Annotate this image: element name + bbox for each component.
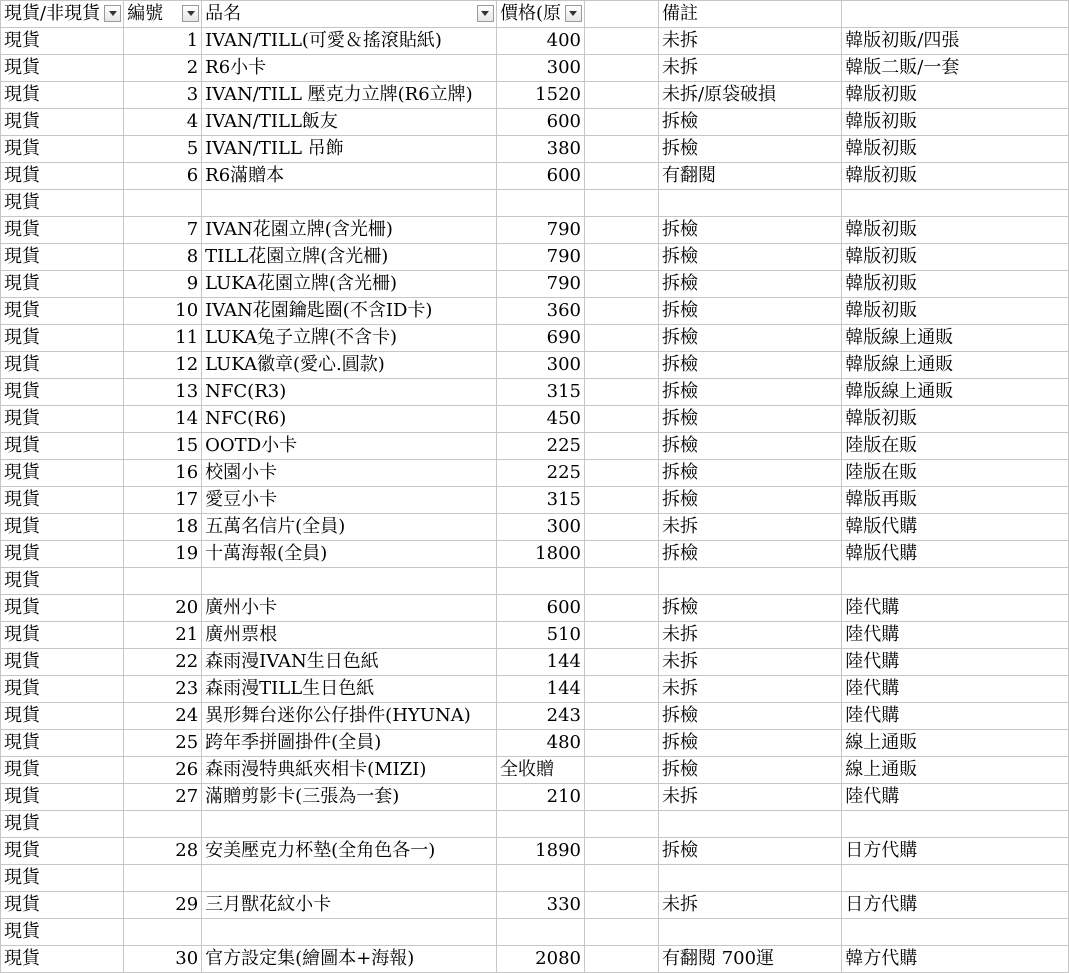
cell-number[interactable]: 9 (124, 271, 202, 298)
cell-edition[interactable]: 陸版在販 (842, 460, 1069, 487)
cell-edition[interactable]: 日方代購 (842, 838, 1069, 865)
table-row (1, 109, 1069, 136)
cell-blank[interactable] (584, 433, 658, 460)
cell-price[interactable] (496, 865, 584, 892)
cell-remark[interactable]: 未拆 (658, 622, 841, 649)
header-label-item-name: 品名 (205, 3, 242, 24)
cell-edition[interactable]: 韓版代購 (842, 541, 1069, 568)
table-row (1, 163, 1069, 190)
filter-dropdown-icon[interactable] (104, 5, 121, 22)
cell-status[interactable]: 現貨 (1, 784, 124, 811)
cell-number[interactable]: 5 (124, 136, 202, 163)
cell-edition[interactable]: 韓版初販 (842, 109, 1069, 136)
table-row (1, 379, 1069, 406)
cell-item-name[interactable]: 滿贈剪影卡(三張為一套) (202, 784, 497, 811)
cell-status[interactable]: 現貨 (1, 730, 124, 757)
cell-blank[interactable] (584, 271, 658, 298)
cell-edition[interactable]: 韓版再販 (842, 487, 1069, 514)
table-row (1, 865, 1069, 892)
cell-blank[interactable] (584, 649, 658, 676)
cell-status[interactable]: 現貨 (1, 541, 124, 568)
cell-blank[interactable] (584, 811, 658, 838)
cell-price[interactable]: 144 (496, 649, 584, 676)
cell-edition[interactable]: 韓版二販/一套 (842, 55, 1069, 82)
cell-number[interactable]: 21 (124, 622, 202, 649)
header-label-price: 價格(原 (499, 3, 561, 24)
cell-number[interactable]: 4 (124, 109, 202, 136)
cell-remark[interactable]: 未拆/原袋破損 (658, 82, 841, 109)
cell-price[interactable]: 790 (496, 271, 584, 298)
cell-price[interactable]: 225 (496, 460, 584, 487)
cell-remark[interactable]: 拆檢 (658, 703, 841, 730)
cell-item-name[interactable]: 跨年季拼圖掛件(全員) (202, 730, 497, 757)
cell-edition[interactable] (842, 811, 1069, 838)
cell-price[interactable]: 510 (496, 622, 584, 649)
cell-number[interactable] (124, 811, 202, 838)
cell-blank[interactable] (584, 541, 658, 568)
cell-edition[interactable]: 陸代購 (842, 649, 1069, 676)
cell-number[interactable] (124, 568, 202, 595)
cell-blank[interactable] (584, 595, 658, 622)
table-row (1, 649, 1069, 676)
cell-blank[interactable] (584, 865, 658, 892)
table-row (1, 784, 1069, 811)
header-cell-remark[interactable] (658, 1, 841, 28)
table-row (1, 55, 1069, 82)
cell-remark[interactable]: 拆檢 (658, 271, 841, 298)
cell-price[interactable]: 225 (496, 433, 584, 460)
table-row (1, 406, 1069, 433)
cell-edition[interactable]: 日方代購 (842, 892, 1069, 919)
cell-status[interactable]: 現貨 (1, 271, 124, 298)
cell-remark[interactable]: 未拆 (658, 649, 841, 676)
cell-status[interactable]: 現貨 (1, 946, 124, 973)
cell-number[interactable]: 12 (124, 352, 202, 379)
cell-edition[interactable]: 韓版線上通販 (842, 325, 1069, 352)
cell-item-name[interactable] (202, 568, 497, 595)
header-cell-number[interactable] (124, 1, 202, 28)
cell-blank[interactable] (584, 784, 658, 811)
cell-price[interactable]: 790 (496, 217, 584, 244)
cell-status[interactable]: 現貨 (1, 568, 124, 595)
cell-edition[interactable]: 韓版初販 (842, 217, 1069, 244)
cell-number[interactable]: 7 (124, 217, 202, 244)
cell-status[interactable]: 現貨 (1, 82, 124, 109)
cell-blank[interactable] (584, 82, 658, 109)
cell-item-name[interactable]: IVAN花園鑰匙圈(不含ID卡) (202, 298, 497, 325)
table-row (1, 136, 1069, 163)
cell-status[interactable]: 現貨 (1, 217, 124, 244)
cell-blank[interactable] (584, 946, 658, 973)
cell-price[interactable]: 300 (496, 55, 584, 82)
cell-price[interactable] (496, 919, 584, 946)
cell-item-name[interactable]: 異形舞台迷你公仔掛件(HYUNA) (202, 703, 497, 730)
cell-number[interactable]: 27 (124, 784, 202, 811)
cell-remark[interactable]: 未拆 (658, 514, 841, 541)
cell-remark[interactable] (658, 811, 841, 838)
cell-item-name[interactable]: 校園小卡 (202, 460, 497, 487)
cell-blank[interactable] (584, 919, 658, 946)
cell-status[interactable]: 現貨 (1, 595, 124, 622)
cell-status[interactable]: 現貨 (1, 649, 124, 676)
cell-item-name[interactable]: IVAN花園立牌(含光柵) (202, 217, 497, 244)
cell-edition[interactable]: 韓版初販 (842, 271, 1069, 298)
cell-edition[interactable]: 陸代購 (842, 595, 1069, 622)
cell-item-name[interactable]: 三月獸花紋小卡 (202, 892, 497, 919)
cell-status[interactable]: 現貨 (1, 406, 124, 433)
cell-blank[interactable] (584, 892, 658, 919)
cell-number[interactable] (124, 865, 202, 892)
cell-blank[interactable] (584, 757, 658, 784)
filter-dropdown-icon[interactable] (565, 5, 582, 22)
cell-remark[interactable]: 拆檢 (658, 244, 841, 271)
cell-remark[interactable]: 拆檢 (658, 487, 841, 514)
cell-remark[interactable]: 拆檢 (658, 298, 841, 325)
cell-number[interactable]: 18 (124, 514, 202, 541)
cell-item-name[interactable]: 森雨漫TILL生日色紙 (202, 676, 497, 703)
cell-item-name[interactable] (202, 811, 497, 838)
cell-status[interactable]: 現貨 (1, 352, 124, 379)
cell-edition[interactable]: 陸代購 (842, 784, 1069, 811)
header-label-number: 編號 (127, 3, 164, 24)
table-row (1, 433, 1069, 460)
cell-item-name[interactable]: 廣州小卡 (202, 595, 497, 622)
cell-number[interactable]: 8 (124, 244, 202, 271)
table-row (1, 298, 1069, 325)
cell-blank[interactable] (584, 163, 658, 190)
table-row (1, 568, 1069, 595)
cell-remark[interactable]: 拆檢 (658, 406, 841, 433)
cell-price[interactable]: 1890 (496, 838, 584, 865)
header-cell-status[interactable] (1, 1, 124, 28)
cell-remark[interactable]: 有翻閱 (658, 163, 841, 190)
cell-item-name[interactable]: 十萬海報(全員) (202, 541, 497, 568)
cell-remark[interactable]: 有翻閱 700運 (658, 946, 841, 973)
cell-edition[interactable]: 韓版初販 (842, 406, 1069, 433)
cell-blank[interactable] (584, 379, 658, 406)
cell-remark[interactable]: 拆檢 (658, 325, 841, 352)
cell-item-name[interactable]: IVAN/TILL 吊飾 (202, 136, 497, 163)
cell-price[interactable]: 144 (496, 676, 584, 703)
cell-edition[interactable]: 韓版初販 (842, 82, 1069, 109)
cell-edition[interactable]: 韓版初販 (842, 136, 1069, 163)
cell-blank[interactable] (584, 514, 658, 541)
cell-remark[interactable]: 拆檢 (658, 460, 841, 487)
cell-price[interactable]: 210 (496, 784, 584, 811)
cell-status[interactable]: 現貨 (1, 622, 124, 649)
cell-edition[interactable]: 韓版初販 (842, 163, 1069, 190)
cell-item-name[interactable]: IVAN/TILL(可愛＆搖滾貼紙) (202, 28, 497, 55)
cell-blank[interactable] (584, 730, 658, 757)
cell-blank[interactable] (584, 325, 658, 352)
cell-status[interactable]: 現貨 (1, 757, 124, 784)
cell-price[interactable] (496, 568, 584, 595)
cell-price[interactable]: 480 (496, 730, 584, 757)
cell-number[interactable]: 19 (124, 541, 202, 568)
header-cell-price[interactable] (496, 1, 584, 28)
cell-status[interactable]: 現貨 (1, 460, 124, 487)
cell-remark[interactable]: 拆檢 (658, 838, 841, 865)
table-row (1, 28, 1069, 55)
cell-edition[interactable]: 韓版線上通販 (842, 352, 1069, 379)
cell-remark[interactable]: 未拆 (658, 784, 841, 811)
cell-status[interactable]: 現貨 (1, 487, 124, 514)
cell-remark[interactable]: 拆檢 (658, 757, 841, 784)
cell-blank[interactable] (584, 136, 658, 163)
cell-status[interactable]: 現貨 (1, 298, 124, 325)
cell-price[interactable]: 600 (496, 109, 584, 136)
table-row (1, 352, 1069, 379)
cell-price[interactable] (496, 811, 584, 838)
table-row (1, 676, 1069, 703)
cell-edition[interactable]: 韓版初販 (842, 298, 1069, 325)
cell-number[interactable]: 28 (124, 838, 202, 865)
cell-number[interactable]: 6 (124, 163, 202, 190)
cell-number[interactable]: 26 (124, 757, 202, 784)
table-row (1, 703, 1069, 730)
cell-remark[interactable] (658, 568, 841, 595)
cell-blank[interactable] (584, 838, 658, 865)
cell-item-name[interactable] (202, 865, 497, 892)
cell-item-name[interactable]: 森雨漫IVAN生日色紙 (202, 649, 497, 676)
cell-blank[interactable] (584, 703, 658, 730)
header-row (1, 1, 1069, 28)
cell-edition[interactable]: 韓版初販 (842, 244, 1069, 271)
cell-price[interactable]: 243 (496, 703, 584, 730)
cell-blank[interactable] (584, 244, 658, 271)
cell-number[interactable]: 23 (124, 676, 202, 703)
cell-price[interactable]: 790 (496, 244, 584, 271)
cell-price[interactable]: 380 (496, 136, 584, 163)
cell-edition[interactable]: 韓方代購 (842, 946, 1069, 973)
cell-status[interactable]: 現貨 (1, 514, 124, 541)
table-row (1, 82, 1069, 109)
cell-price[interactable]: 全收贈 (496, 757, 584, 784)
cell-remark[interactable]: 拆檢 (658, 595, 841, 622)
cell-price[interactable]: 330 (496, 892, 584, 919)
cell-status[interactable]: 現貨 (1, 676, 124, 703)
table-row (1, 919, 1069, 946)
table-row (1, 757, 1069, 784)
cell-price[interactable]: 400 (496, 28, 584, 55)
cell-status[interactable]: 現貨 (1, 163, 124, 190)
cell-remark[interactable]: 拆檢 (658, 730, 841, 757)
cell-blank[interactable] (584, 28, 658, 55)
cell-number[interactable]: 25 (124, 730, 202, 757)
cell-edition[interactable]: 線上通販 (842, 757, 1069, 784)
cell-number[interactable]: 2 (124, 55, 202, 82)
cell-status[interactable]: 現貨 (1, 109, 124, 136)
cell-number[interactable]: 16 (124, 460, 202, 487)
cell-number[interactable]: 11 (124, 325, 202, 352)
cell-number[interactable]: 3 (124, 82, 202, 109)
cell-number[interactable]: 20 (124, 595, 202, 622)
cell-price[interactable]: 360 (496, 298, 584, 325)
cell-status[interactable]: 現貨 (1, 433, 124, 460)
filter-dropdown-icon[interactable] (182, 5, 199, 22)
table-row (1, 622, 1069, 649)
cell-item-name[interactable]: NFC(R6) (202, 406, 497, 433)
cell-price[interactable]: 1520 (496, 82, 584, 109)
cell-number[interactable]: 10 (124, 298, 202, 325)
cell-remark[interactable]: 未拆 (658, 55, 841, 82)
table-row (1, 190, 1069, 217)
cell-edition[interactable]: 陸代購 (842, 676, 1069, 703)
cell-price[interactable]: 1800 (496, 541, 584, 568)
cell-remark[interactable]: 拆檢 (658, 541, 841, 568)
table-row (1, 541, 1069, 568)
cell-blank[interactable] (584, 352, 658, 379)
cell-item-name[interactable]: R6小卡 (202, 55, 497, 82)
cell-blank[interactable] (584, 676, 658, 703)
table-row (1, 946, 1069, 973)
cell-item-name[interactable]: 森雨漫特典紙夾相卡(MIZI) (202, 757, 497, 784)
cell-remark[interactable]: 拆檢 (658, 136, 841, 163)
cell-edition[interactable]: 韓版線上通販 (842, 379, 1069, 406)
cell-item-name[interactable]: IVAN/TILL 壓克力立牌(R6立牌) (202, 82, 497, 109)
cell-item-name[interactable]: LUKA徽章(愛心.圓款) (202, 352, 497, 379)
cell-item-name[interactable]: R6滿贈本 (202, 163, 497, 190)
cell-edition[interactable]: 陸代購 (842, 703, 1069, 730)
table-row (1, 838, 1069, 865)
cell-edition[interactable]: 韓版初販/四張 (842, 28, 1069, 55)
header-cell-edition[interactable] (842, 1, 1069, 28)
cell-status[interactable]: 現貨 (1, 379, 124, 406)
cell-price[interactable]: 600 (496, 163, 584, 190)
cell-item-name[interactable]: NFC(R3) (202, 379, 497, 406)
cell-blank[interactable] (584, 406, 658, 433)
cell-blank[interactable] (584, 55, 658, 82)
cell-price[interactable]: 690 (496, 325, 584, 352)
cell-blank[interactable] (584, 217, 658, 244)
table-row (1, 892, 1069, 919)
cell-remark[interactable]: 拆檢 (658, 379, 841, 406)
cell-number[interactable]: 14 (124, 406, 202, 433)
header-label-status: 現貨/非現貨 (4, 3, 101, 24)
cell-status[interactable]: 現貨 (1, 28, 124, 55)
cell-status[interactable]: 現貨 (1, 55, 124, 82)
cell-remark[interactable]: 拆檢 (658, 352, 841, 379)
cell-edition[interactable] (842, 865, 1069, 892)
cell-status[interactable]: 現貨 (1, 811, 124, 838)
cell-price[interactable] (496, 190, 584, 217)
cell-price[interactable]: 315 (496, 379, 584, 406)
table-row (1, 595, 1069, 622)
header-cell-item-name[interactable] (202, 1, 497, 28)
table-row (1, 811, 1069, 838)
cell-status[interactable]: 現貨 (1, 244, 124, 271)
cell-number[interactable]: 13 (124, 379, 202, 406)
cell-number[interactable]: 29 (124, 892, 202, 919)
table-row (1, 244, 1069, 271)
cell-item-name[interactable]: 廣州票根 (202, 622, 497, 649)
cell-number[interactable] (124, 190, 202, 217)
cell-blank[interactable] (584, 568, 658, 595)
cell-item-name[interactable]: LUKA兔子立牌(不含卡) (202, 325, 497, 352)
cell-status[interactable]: 現貨 (1, 136, 124, 163)
cell-status[interactable]: 現貨 (1, 865, 124, 892)
cell-number[interactable]: 22 (124, 649, 202, 676)
cell-remark[interactable]: 拆檢 (658, 217, 841, 244)
cell-remark[interactable] (658, 865, 841, 892)
cell-edition[interactable]: 韓版代購 (842, 514, 1069, 541)
cell-number[interactable]: 15 (124, 433, 202, 460)
cell-blank[interactable] (584, 460, 658, 487)
cell-edition[interactable]: 陸版在販 (842, 433, 1069, 460)
cell-edition[interactable] (842, 568, 1069, 595)
cell-price[interactable]: 300 (496, 352, 584, 379)
header-label-remark: 備註 (661, 3, 698, 24)
table-row (1, 271, 1069, 298)
cell-blank[interactable] (584, 622, 658, 649)
cell-status[interactable]: 現貨 (1, 838, 124, 865)
cell-remark[interactable] (658, 190, 841, 217)
cell-item-name[interactable]: 愛豆小卡 (202, 487, 497, 514)
cell-item-name[interactable]: LUKA花園立牌(含光柵) (202, 271, 497, 298)
cell-item-name[interactable] (202, 190, 497, 217)
cell-price[interactable]: 300 (496, 514, 584, 541)
cell-item-name[interactable]: 五萬名信片(全員) (202, 514, 497, 541)
cell-item-name[interactable]: IVAN/TILL飯友 (202, 109, 497, 136)
cell-item-name[interactable] (202, 919, 497, 946)
cell-edition[interactable] (842, 190, 1069, 217)
cell-item-name[interactable]: 官方設定集(繪圖本+海報) (202, 946, 497, 973)
table-row (1, 487, 1069, 514)
cell-item-name[interactable]: TILL花園立牌(含光柵) (202, 244, 497, 271)
cell-remark[interactable] (658, 919, 841, 946)
cell-remark[interactable]: 拆檢 (658, 109, 841, 136)
cell-price[interactable]: 450 (496, 406, 584, 433)
table-row (1, 325, 1069, 352)
cell-item-name[interactable]: 安美壓克力杯墊(全角色各一) (202, 838, 497, 865)
cell-remark[interactable]: 未拆 (658, 892, 841, 919)
cell-remark[interactable]: 未拆 (658, 28, 841, 55)
cell-price[interactable]: 315 (496, 487, 584, 514)
cell-number[interactable]: 1 (124, 28, 202, 55)
filter-dropdown-icon[interactable] (477, 5, 494, 22)
cell-status[interactable]: 現貨 (1, 892, 124, 919)
cell-number[interactable]: 30 (124, 946, 202, 973)
cell-number[interactable]: 24 (124, 703, 202, 730)
table-row (1, 514, 1069, 541)
cell-blank[interactable] (584, 190, 658, 217)
cell-status[interactable]: 現貨 (1, 703, 124, 730)
cell-status[interactable]: 現貨 (1, 325, 124, 352)
cell-blank[interactable] (584, 298, 658, 325)
table-row (1, 460, 1069, 487)
table-row (1, 217, 1069, 244)
cell-item-name[interactable]: OOTD小卡 (202, 433, 497, 460)
cell-status[interactable]: 現貨 (1, 919, 124, 946)
cell-edition[interactable] (842, 919, 1069, 946)
cell-price[interactable]: 600 (496, 595, 584, 622)
cell-edition[interactable]: 陸代購 (842, 622, 1069, 649)
cell-remark[interactable]: 未拆 (658, 676, 841, 703)
cell-status[interactable]: 現貨 (1, 190, 124, 217)
header-cell-blank[interactable] (584, 1, 658, 28)
cell-edition[interactable]: 線上通販 (842, 730, 1069, 757)
cell-remark[interactable]: 拆檢 (658, 433, 841, 460)
cell-blank[interactable] (584, 487, 658, 514)
table-row (1, 730, 1069, 757)
cell-blank[interactable] (584, 109, 658, 136)
cell-price[interactable]: 2080 (496, 946, 584, 973)
cell-number[interactable]: 17 (124, 487, 202, 514)
cell-number[interactable] (124, 919, 202, 946)
